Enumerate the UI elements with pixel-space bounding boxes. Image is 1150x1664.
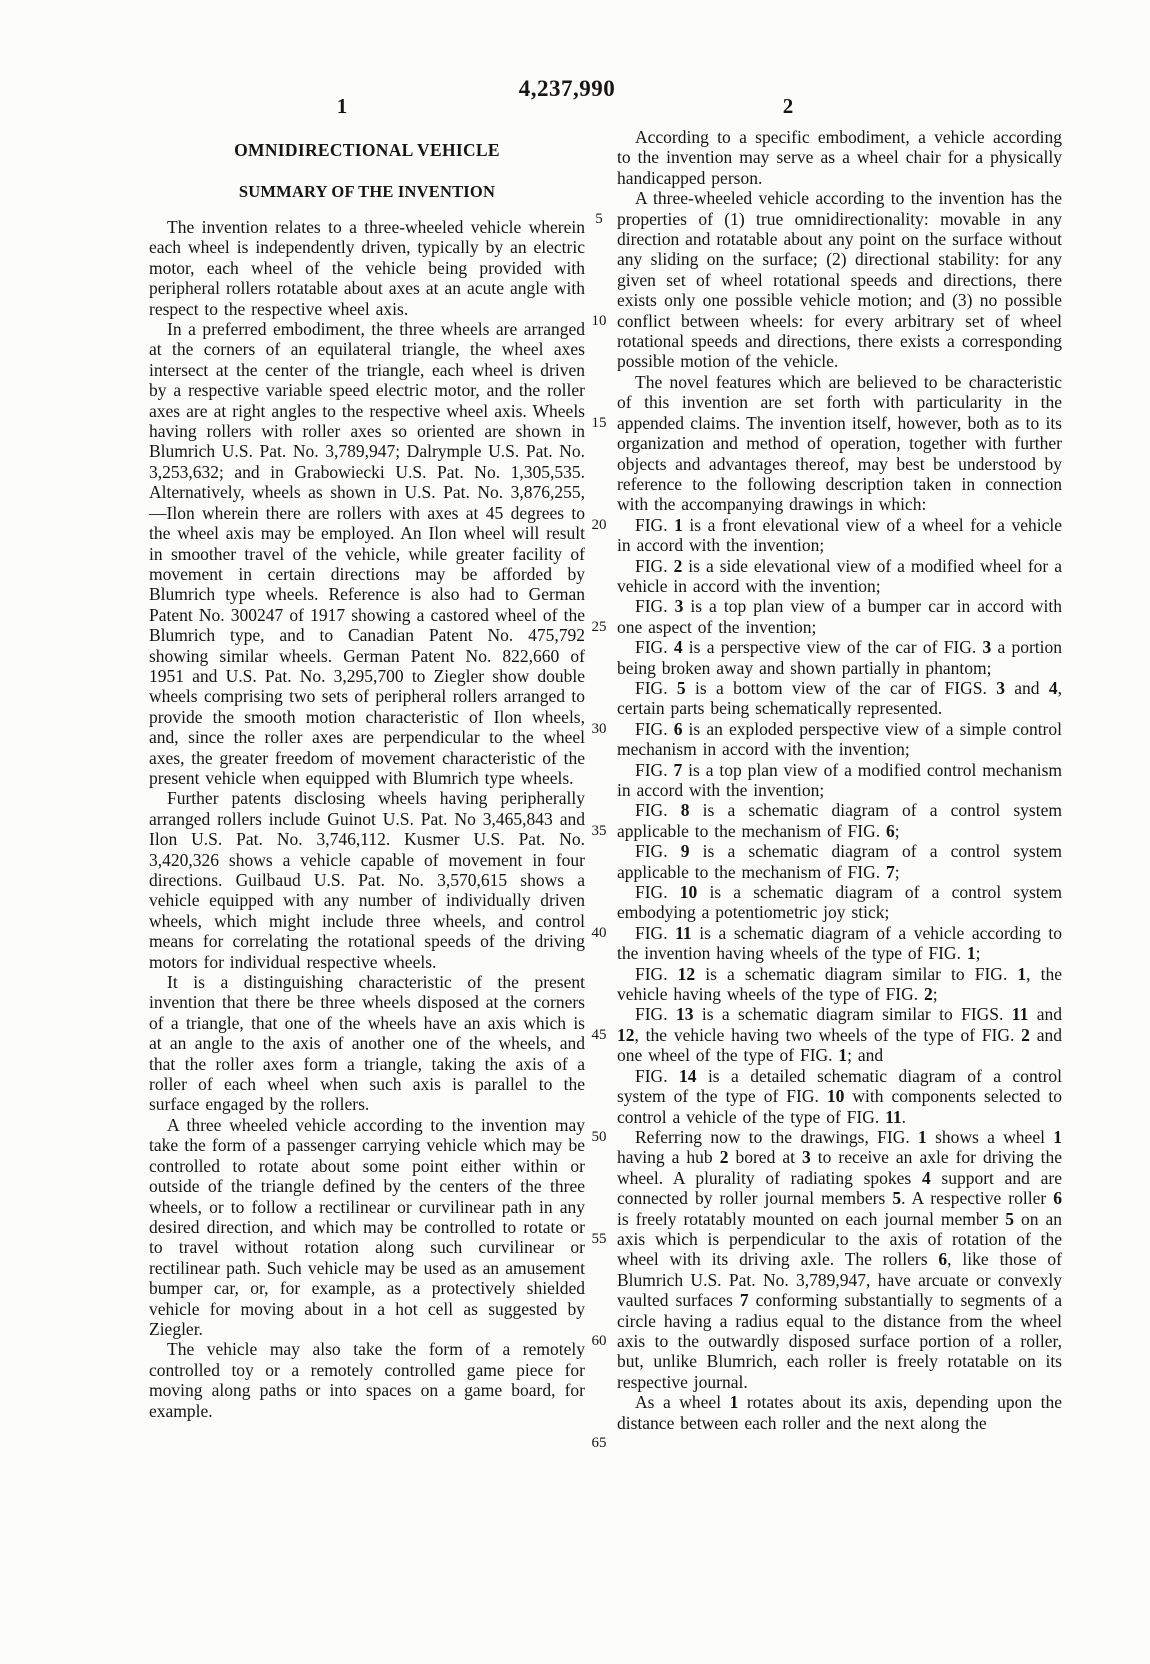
paragraph: FIG. 4 is a perspective view of the car of FIG. 3 a portion being broken away and shown partially in phantom;	[617, 637, 1062, 678]
paragraph: Further patents disclosing wheels having peripherally arranged rollers include Guinot U.S. Pat. No 3,465,843 and Ilon U.S. Pat. No. 3,746,112. Kusmer U.S. Pat. No. 3,420,326 shows a vehicle capable of movement in four directions. Guilbaud U.S. Pat. No. 3,570,615 shows a vehicle equipped with any number of individually driven wheels, which might include three wheels, and control means for correlating the rotational speeds of the driving motors for individual respective wheels.	[149, 788, 585, 972]
line-number: 50	[591, 1129, 607, 1145]
paragraph: As a wheel 1 rotates about its axis, depending upon the distance between each roller and the next along the	[617, 1392, 1062, 1433]
right-column-body	[617, 127, 1062, 1433]
paragraph: FIG. 5 is a bottom view of the car of FIGS. 3 and 4, certain parts being schematically represented.	[617, 677, 1062, 719]
paragraph: The novel features which are believed to be characteristic of this invention are set forth with particularity in the appended claims. The invention itself, however, both as to its organization and method of operation, together with further objects and advantages thereof, may best be understood by reference to the following description taken in connection with the accompanying drawings in which:	[617, 371, 1062, 515]
paragraph: FIG. 9 is a schematic diagram of a control system applicable to the mechanism of FIG. 7;	[617, 841, 1062, 882]
paragraph: FIG. 8 is a schematic diagram of a control system applicable to the mechanism of FIG. 6;	[617, 800, 1062, 841]
line-number: 65	[591, 1435, 607, 1451]
line-number: 60	[591, 1333, 607, 1349]
line-number: 55	[591, 1231, 607, 1247]
summary-heading: SUMMARY OF THE INVENTION	[238, 182, 496, 201]
paragraph: FIG. 13 is a schematic diagram similar to FIGS. 11 and 12, the vehicle having two wheels of the type of FIG. 2 and one wheel of the type of FIG. 1; and	[617, 1004, 1062, 1066]
paragraph: A three wheeled vehicle according to the invention may take the form of a passenger carrying vehicle which may be controlled to rotate about some point either within or outside of the triangle defined by the centers of the three wheels, or to follow a rectilinear or curvilinear path in any desired direction, and which may be controlled to rotate or to travel without rotation along such curvilinear or rectilinear path. Such vehicle may be used as an amusement bumper car, or, for example, as a protectively shielded vehicle for moving about in a hot cell as suggested by Ziegler.	[149, 1114, 585, 1339]
paragraph: FIG. 6 is an exploded perspective view of a simple control mechanism in accord with the invention;	[617, 718, 1062, 760]
paragraph: The invention relates to a three-wheeled vehicle wherein each wheel is independently driven, typically by an electric motor, each wheel of the vehicle being provided with peripheral rollers rotatable about axes at an acute angle with respect to the respective wheel axis.	[149, 217, 585, 319]
line-number: 40	[591, 925, 607, 941]
paragraph: The vehicle may also take the form of a remotely controlled toy or a remotely controlled game piece for moving along paths or into spaces on a game board, for example.	[149, 1339, 585, 1421]
line-number: 30	[591, 721, 607, 737]
paragraph: FIG. 1 is a front elevational view of a wheel for a vehicle in accord with the invention;	[617, 514, 1062, 556]
paragraph: FIG. 3 is a top plan view of a bumper car in accord with one aspect of the invention;	[617, 596, 1062, 637]
paragraph: Referring now to the drawings, FIG. 1 shows a wheel 1 having a hub 2 bored at 3 to receive an axle for driving the wheel. A plurality of radiating spokes 4 support and are connected by roller journal members 5. A respective roller 6 is freely rotatably mounted on each journal member 5 on an axis which is perpendicular to the axis of rotation of the wheel with its driving axle. The rollers 6, like those of Blumrich U.S. Pat. No. 3,789,947, have arcuate or convexly vaulted surfaces 7 conforming substantially to segments of a circle having a radius equal to the distance from the wheel axis to the outwardly disposed surface portion of a roller, but, unlike Blumrich, each roller is freely rotatable on its respective journal.	[617, 1126, 1062, 1392]
column-number-left: 1	[336, 94, 348, 118]
line-number: 25	[591, 619, 607, 635]
paragraph: A three-wheeled vehicle according to the invention has the properties of (1) true omnidirectionality: movable in any direction and rotatable about any point on the surface without any sliding on the surface; (2) directional stability: for any given set of wheel rotational speeds and directions, there exists only one possible vehicle motion; and (3) no possible conflict between wheels: for every arbitrary set of wheel rotational speeds and directions, there exists a corresponding possible motion of the vehicle.	[617, 188, 1062, 372]
line-number: 5	[595, 211, 603, 227]
line-number: 10	[591, 313, 607, 329]
column-number-right: 2	[782, 94, 794, 118]
line-number: 20	[591, 517, 607, 533]
paragraph: According to a specific embodiment, a vehicle according to the invention may serve as a wheel chair for a physically handicapped person.	[617, 127, 1062, 188]
line-number: 15	[591, 415, 607, 431]
patent-number: 4,237,990	[518, 76, 616, 101]
paragraph: It is a distinguishing characteristic of the present invention that there be three wheels disposed at the corners of a triangle, that one of the wheels have an axis which is at an angle to the axis of another one of the wheels, and that the roller axes form a triangle, taking the axis of a roller of each wheel when such axis is parallel to the surface engaged by the rollers.	[149, 972, 585, 1115]
line-number: 45	[591, 1027, 607, 1043]
line-number-gutter	[582, 209, 616, 1535]
paragraph: FIG. 2 is a side elevational view of a modified wheel for a vehicle in accord with the invention;	[617, 555, 1062, 596]
paragraph: FIG. 11 is a schematic diagram of a vehicle according to the invention having wheels of the type of FIG. 1;	[617, 922, 1062, 964]
paragraph: FIG. 10 is a schematic diagram of a control system embodying a potentiometric joy stick;	[617, 882, 1062, 923]
paragraph: In a preferred embodiment, the three wheels are arranged at the corners of an equilateral triangle, the wheel axes intersect at the center of the triangle, each wheel is driven by a respective variable speed electric motor, and the roller axes are at right angles to the respective wheel axis. Wheels having rollers with roller axes so oriented are shown in Blumrich U.S. Pat. No. 3,789,947; Dalrymple U.S. Pat. No. 3,253,632; and in Grabowiecki U.S. Pat. No. 1,305,535. Alternatively, wheels as shown in U.S. Pat. No. 3,876,255,—Ilon wherein there are rollers with axes at 45 degrees to the wheel axis may be employed. An Ilon wheel will result in smoother travel of the vehicle, while greater facility of movement in certain directions may be afforded by Blumrich type wheels. Reference is also had to German Patent No. 300247 of 1917 showing a castored wheel of the Blumrich type, and to Canadian Patent No. 475,792 showing similar wheels. German Patent No. 822,660 of 1951 and U.S. Pat. No. 3,295,700 to Ziegler show double wheels comprising two sets of peripheral rollers arranged to provide the smooth motion characteristic of Ilon wheels, and, since the roller axes are perpendicular to the wheel axes, the greater freedom of movement characteristic of the present vehicle when equipped with Blumrich type wheels.	[149, 319, 585, 788]
paragraph: FIG. 14 is a detailed schematic diagram of a control system of the type of FIG. 10 with components selected to control a vehicle of the type of FIG. 11.	[617, 1065, 1063, 1127]
paragraph: FIG. 7 is a top plan view of a modified control mechanism in accord with the invention;	[617, 759, 1062, 800]
paragraph: FIG. 12 is a schematic diagram similar to FIG. 1, the vehicle having wheels of the type of FIG. 2;	[617, 963, 1062, 1005]
line-number: 35	[591, 823, 607, 839]
invention-title: OMNIDIRECTIONAL VEHICLE	[234, 140, 500, 160]
left-column-body	[149, 217, 585, 1421]
